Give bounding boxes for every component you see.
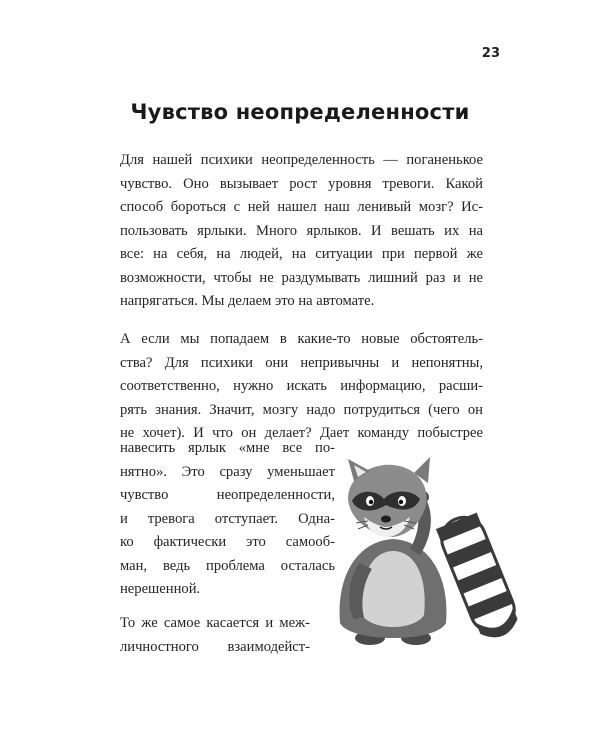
- text-line: личностного взаимодейст-: [120, 638, 310, 655]
- text-line: способ бороться с ней нашел наш ленивый мозг? Ис-: [120, 199, 483, 215]
- text-line: ства? Для психики они непривычны и непонятны,: [120, 354, 483, 371]
- text-line: рять знания. Значит, мозгу надо потрудиться (чего он: [120, 401, 483, 418]
- text-line: чувство неопределенности,: [120, 487, 335, 503]
- text-line: и тревога отступает. Однa-: [120, 510, 335, 527]
- text-line: Для нашей психики неопределенность — поганенькое: [120, 152, 483, 168]
- text-line: напрягаться. Мы делаем это на автомате.: [120, 293, 375, 309]
- raccoon-tail: [435, 511, 518, 644]
- text-line: нерешенной.: [120, 581, 201, 597]
- chapter-title: Чувство неопределенности: [130, 100, 470, 124]
- text-line: все: на себя, на людей, на ситуации при первой же: [120, 246, 483, 262]
- text-line: То же самое касается и меж-: [120, 615, 310, 631]
- text-line: ко фактически это самооб-: [120, 534, 335, 550]
- text-line: ман, ведь проблема осталась: [120, 557, 335, 574]
- paragraph-1: [120, 149, 483, 314]
- text-line: чувство. Оно вызывает рост уровня тревоги. Какой: [120, 175, 483, 192]
- page-number: 23: [481, 46, 500, 61]
- paragraph-3: [120, 612, 310, 659]
- raccoon-illustration-icon: [318, 455, 518, 655]
- text-line: нятно». Это сразу уменьшает: [120, 463, 335, 480]
- text-line: возможности, чтобы не раздумывать лишний раз и не: [120, 269, 483, 286]
- paragraph-2: [120, 328, 483, 446]
- text-line: не хочет). И что он делает? Дает команду побыстрее: [120, 425, 483, 441]
- text-line: соответственно, нужно искать информацию, расши-: [120, 378, 483, 394]
- text-line: навесить ярлык «мне все по-: [120, 440, 335, 456]
- text-line: А если мы попадаем в какие-то новые обстоятель-: [120, 331, 483, 347]
- text-line: пользовать ярлыки. Много ярлыков. И вешать их на: [120, 222, 483, 239]
- paragraph-2-wrapped: [120, 437, 335, 602]
